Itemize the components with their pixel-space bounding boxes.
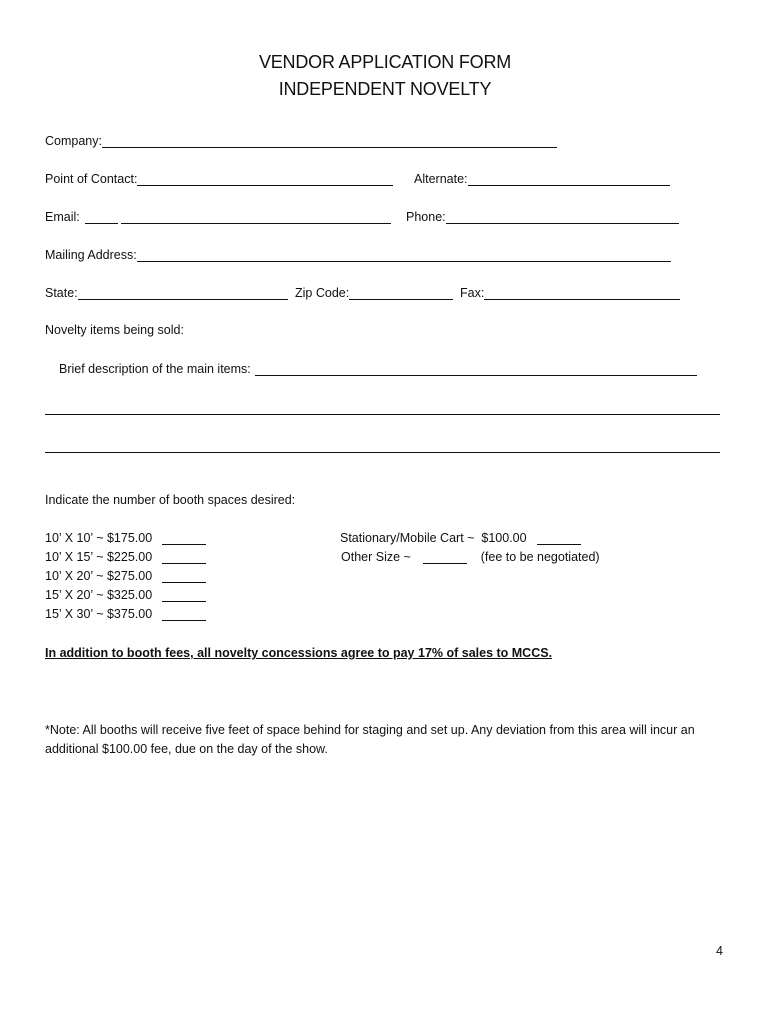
email-field-part2[interactable] [121, 211, 391, 224]
other-size-option [341, 550, 600, 564]
booth-size: 15’ X 20’ ~ [45, 588, 104, 602]
mailing-address-label: Mailing Address: [45, 248, 137, 262]
contact-row [45, 172, 393, 186]
booth-quantity-field[interactable] [162, 589, 206, 602]
booth-price: $375.00 [106, 607, 153, 621]
booth-option [45, 550, 206, 564]
state-label: State: [45, 286, 78, 300]
cart-quantity-field[interactable] [537, 532, 581, 545]
booth-size: 15’ X 30’ ~ [45, 607, 104, 621]
form-title: VENDOR APPLICATION FORM [258, 52, 512, 72]
point-of-contact-field[interactable] [137, 173, 393, 186]
phone-label: Phone: [406, 210, 446, 224]
booth-price: $175.00 [106, 531, 153, 545]
booth-size: 10’ X 15’ ~ [45, 550, 104, 564]
novelty-items-label: Novelty items being sold: [45, 323, 184, 337]
page-number: 4 [716, 944, 723, 958]
cart-option [340, 531, 581, 545]
phone-field[interactable] [446, 211, 679, 224]
alternate-field[interactable] [468, 173, 670, 186]
booth-option [45, 531, 206, 545]
email-row [45, 210, 391, 224]
description-line-2[interactable] [45, 414, 720, 415]
booth-quantity-field[interactable] [162, 551, 206, 564]
brief-description-row [59, 362, 697, 376]
fax-row [460, 286, 680, 300]
booth-size: 10’ X 20’ ~ [45, 569, 104, 583]
brief-description-field[interactable] [255, 363, 697, 376]
form-subtitle: INDEPENDENT NOVELTY [278, 79, 492, 99]
booth-quantity-field[interactable] [162, 532, 206, 545]
booth-price: $325.00 [106, 588, 153, 602]
mailing-address-row [45, 248, 671, 262]
state-row [45, 286, 288, 300]
alternate-label: Alternate: [414, 172, 468, 186]
cart-price: $100.00 [481, 531, 527, 545]
zip-row [295, 286, 453, 300]
state-field[interactable] [78, 287, 288, 300]
zip-code-label: Zip Code: [295, 286, 350, 300]
description-line-3[interactable] [45, 452, 720, 453]
mailing-address-field[interactable] [137, 249, 671, 262]
brief-description-label: Brief description of the main items: [59, 362, 251, 376]
email-label: Email: [45, 210, 80, 224]
novelty-items-row [45, 323, 184, 337]
booth-intro-text: Indicate the number of booth spaces desired: [45, 493, 296, 507]
booth-option [45, 607, 206, 621]
booth-size: 10’ X 10’ ~ [45, 531, 104, 545]
booth-quantity-field[interactable] [162, 570, 206, 583]
company-label: Company: [45, 134, 102, 148]
fax-label: Fax: [460, 286, 485, 300]
phone-row [406, 210, 679, 224]
email-field-part1[interactable] [85, 211, 118, 224]
alternate-row [414, 172, 670, 186]
other-size-field[interactable] [423, 551, 467, 564]
company-row [45, 134, 557, 148]
point-of-contact-label: Point of Contact: [45, 172, 138, 186]
booth-quantity-field[interactable] [162, 608, 206, 621]
zip-code-field[interactable] [349, 287, 453, 300]
company-field[interactable] [102, 135, 557, 148]
sales-fee-notice: In addition to booth fees, all novelty concessions agree to pay 17% of sales to MCCS. [45, 646, 553, 660]
other-size-label: Other Size ~ [341, 550, 411, 564]
booth-option [45, 569, 206, 583]
booth-option [45, 588, 206, 602]
other-size-note: (fee to be negotiated) [480, 550, 600, 564]
fax-field[interactable] [484, 287, 680, 300]
staging-note: *Note: All booths will receive five feet of space behind for staging and set up. Any deviation from this area will incur an additional $100.00 fee, due on the day of the show. [45, 723, 695, 756]
booth-price: $225.00 [106, 550, 153, 564]
booth-price: $275.00 [106, 569, 153, 583]
cart-label: Stationary/Mobile Cart ~ [340, 531, 475, 545]
booth-intro [45, 493, 295, 507]
